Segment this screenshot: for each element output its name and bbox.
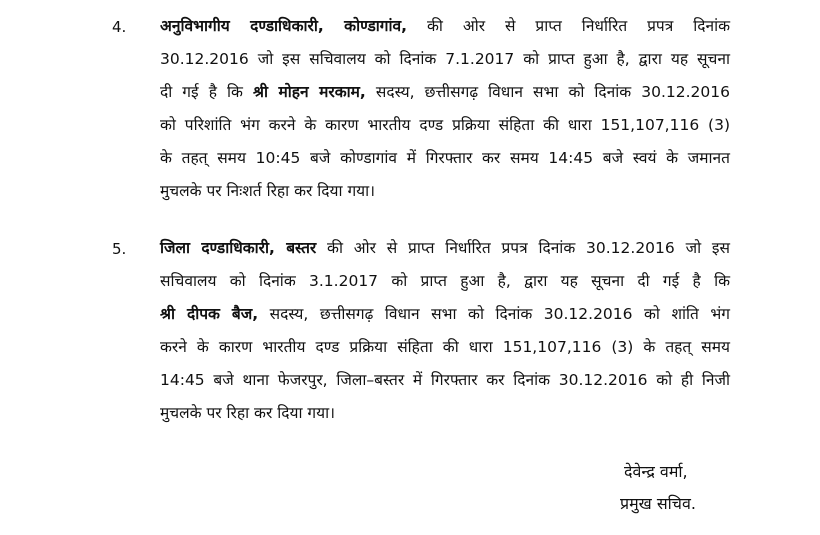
line-text: सचिवालय को दिनांक 3.1.2017 को प्राप्त हुआ है, द्वारा यह सूचना दी गई है कि [160, 272, 730, 290]
line-text: मुचलके पर रिहा कर दिया गया। [160, 404, 336, 422]
paragraph-line [160, 49, 730, 69]
line-text: के तहत् समय 10:45 बजे कोण्डागांव में गिरफ्तार कर समय 14:45 बजे स्वयं के जमानत [160, 149, 730, 167]
signatory-title: प्रमुख सचिव. [620, 494, 696, 513]
line-text: की ओर से प्राप्त निर्धारित प्रपत्र दिनांक 30.12.2016 जो इस [316, 239, 730, 257]
line-text: सदस्य, छत्तीसगढ़ विधान सभा को दिनांक 30.12.2016 [365, 83, 730, 101]
paragraph-line [160, 148, 730, 168]
item-number: 5. [112, 240, 127, 258]
paragraph-line [160, 304, 730, 324]
bold-text: श्री मोहन मरकाम, [252, 83, 366, 101]
bold-text: श्री दीपक बैज, [160, 305, 259, 323]
signature-block [620, 462, 760, 514]
line-text: दी गई है कि [160, 83, 253, 101]
paragraph-line [160, 337, 730, 357]
paragraph-line [160, 403, 730, 423]
paragraph-line [160, 271, 730, 291]
paragraph-line [160, 115, 730, 135]
line-text: की ओर से प्राप्त निर्धारित प्रपत्र दिनांक [407, 17, 730, 35]
paragraph-line [160, 370, 730, 390]
item-number: 4. [112, 18, 127, 36]
paragraph-line [160, 16, 730, 36]
line-text: 30.12.2016 जो इस सचिवालय को दिनांक 7.1.2017 को प्राप्त हुआ है, द्वारा यह सूचना [160, 50, 730, 68]
bold-text: जिला दण्डाधिकारी, बस्तर [160, 239, 317, 257]
line-text: मुचलके पर निःशर्त रिहा कर दिया गया। [160, 182, 376, 200]
line-text: को परिशांति भंग करने के कारण भारतीय दण्ड प्रक्रिया संहिता की धारा 151,107,116 (3) [160, 116, 730, 134]
paragraph-line [160, 238, 730, 258]
line-text: करने के कारण भारतीय दण्ड प्रक्रिया संहिता की धारा 151,107,116 (3) के तहत् समय [160, 338, 730, 356]
line-text: 14:45 बजे थाना फेजरपुर, जिला–बस्तर में गिरफ्तार कर दिनांक 30.12.2016 को ही निजी [160, 371, 730, 389]
bold-text: अनुविभागीय दण्डाधिकारी, कोण्डागांव, [160, 17, 408, 35]
line-text: सदस्य, छत्तीसगढ़ विधान सभा को दिनांक 30.12.2016 को शांति भंग [258, 305, 730, 323]
paragraph-line [160, 181, 730, 201]
signatory-name: देवेन्द्र वर्मा, [624, 462, 688, 481]
paragraph-line [160, 82, 730, 102]
